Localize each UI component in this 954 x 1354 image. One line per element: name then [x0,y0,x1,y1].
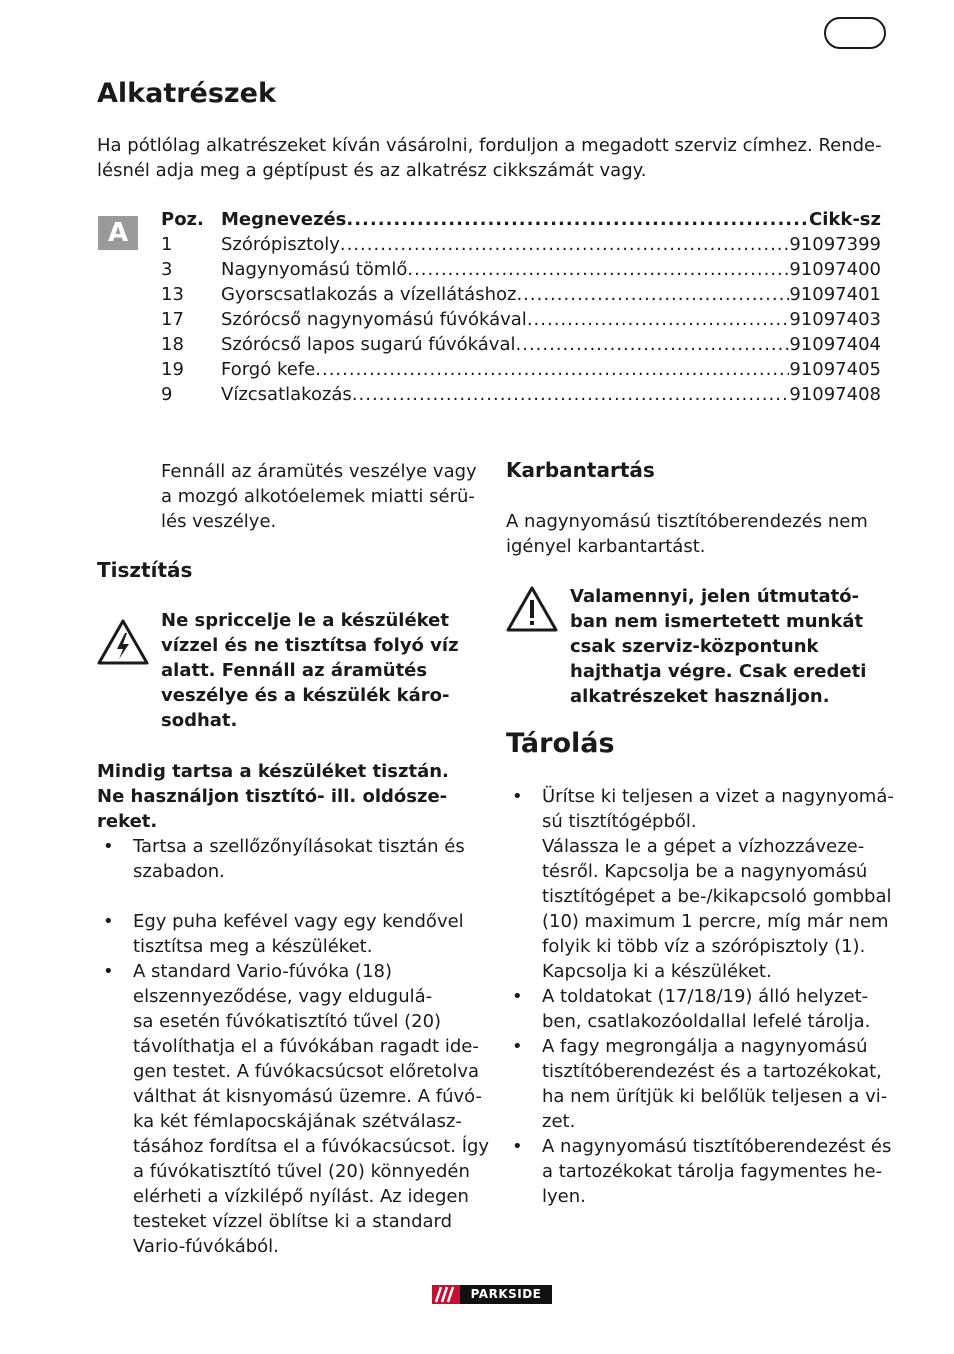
maintenance-text: A nagynyomású tisztítóberendezés nem igényel karbantartást. [506,511,868,557]
danger-text: Fennáll az áramütés veszélye vagy a mozgó alkotóelemek miatti sérü- lés veszélye. [161,461,477,532]
list-item: • Egy puha kefével vagy egy kendővel tisztítsa meg a készüléket. [97,909,497,959]
list-item: • Ürítse ki teljesen a vizet a nagynyomá- sú tisztítógépből. Válassza le a gépet a vízhozzáveze- tésről. Kapcsolja be a nagynyomású tisztítógépet a be-/kikapcsoló gombbal (10) maximum 1 percre, míg már nem folyik ki több víz a szórópisztoly (1). Kapcsolja ki a készüléket. [506,784,906,984]
list-item: • A fagy megrongálja a nagynyomású tisztítóberendezést és a tartozékokat, ha nem ürítjük ki belőlük teljesen a vi- zet. [506,1034,906,1134]
list-item: • A toldatokat (17/18/19) álló helyzet- ben, csatlakozóoldallal lefelé tárolja. [506,984,906,1034]
page-title: Alkatrészek [97,78,276,109]
parts-header: Poz. Megnevezés ..... Cikk-sz [161,207,881,232]
logo-stripes-icon [432,1285,460,1304]
section-badge: A [98,216,138,250]
parkside-logo [432,1285,552,1304]
table-row: 18 Szórócső lapos sugarú fúvókával ..... 91097404 [161,332,881,357]
list-item: • Tartsa a szellőzőnyílásokat tisztán és szabadon. [97,834,497,884]
electric-shock-warning-icon [97,618,149,666]
caution-warning-icon [506,585,558,633]
table-row: 19 Forgó kefe ..... 91097405 [161,357,881,382]
table-row: 3 Nagynyomású tömlő ..... 91097400 [161,257,881,282]
keep-clean-notice: Mindig tartsa a készüléket tisztán. Ne használjon tisztító- ill. oldósze- reket. [97,761,449,832]
table-row: 13 Gyorscsatlakozás a vízellátáshoz ..... 91097401 [161,282,881,307]
table-row: 1 Szórópisztoly ..... 91097399 [161,232,881,257]
table-row: 9 Vízcsatlakozás ..... 91097408 [161,382,881,407]
list-item: • A standard Vario-fúvóka (18) elszennyeződése, vagy eldugulá- sa esetén fúvókatisztító tűvel (20) távolíthatja el a fúvókában ragadt ide- gen testet. A fúvókacsúcsot előretolva válthat át kisnyomású üzemre. A fúvó- ka két fémlapocskájának szétválasz- tásához fordítsa el a fúvókacsúcsot. Így a fúvókatisztító tűvel (20) könnyedén elérheti a vízkilépő nyílást. Az idegen testeket vízzel öblítse ki a standard Vario-fúvókából. [97,959,497,1259]
maintenance-heading: Karbantartás [506,458,655,482]
maintenance-warning: Valamennyi, jelen útmutató- ban nem ismertetett munkát csak szerviz-központunk hajthatja végre. Csak eredeti alkatrészeket használjon. [570,586,867,707]
list-item: • A nagynyomású tisztítóberendezést és a tartozékokat tárolja fagymentes he- lyen. [506,1134,906,1209]
parts-rows [161,232,881,407]
parts-list [161,207,881,407]
storage-heading: Tárolás [506,728,615,759]
language-badge [824,17,886,49]
intro-text: Ha pótlólag alkatrészeket kíván vásárolni, forduljon a megadott szerviz címhez. Rende- lésnél adja meg a géptípust és az alkatrész cikkszámát vagy. [97,135,882,181]
logo-wordmark: PARKSIDE [460,1285,552,1304]
cleaning-bullets [97,834,497,1259]
cleaning-heading: Tisztítás [97,558,193,582]
table-row: 17 Szórócső nagynyomású fúvókával ..... 91097403 [161,307,881,332]
storage-bullets [506,784,906,1209]
cleaning-warning: Ne spriccelje le a készüléket vízzel és ne tisztítsa folyó víz alatt. Fennáll az áramütés veszélye és a készülék káro- sodhat. [161,610,459,731]
